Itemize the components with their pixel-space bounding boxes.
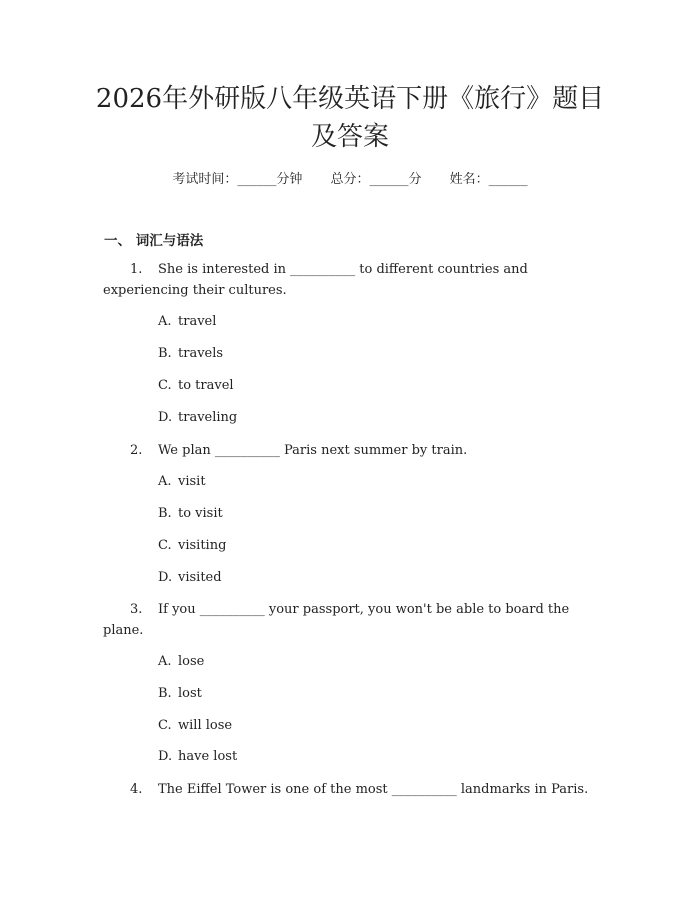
question-1-option-d (158, 409, 237, 427)
exam-meta (0, 168, 700, 187)
option-letter: C. (158, 538, 172, 553)
question-1 (103, 259, 600, 301)
option-letter: D. (158, 749, 173, 764)
question-3-option-a (158, 653, 204, 671)
question-2-option-c (158, 537, 226, 555)
option-letter: B. (158, 346, 172, 361)
option-text: to travel (178, 378, 234, 393)
option-letter: D. (158, 570, 173, 585)
exam-score: 总分：______分 (330, 172, 422, 187)
option-text: lose (178, 654, 205, 669)
title-line-1: 2026年外研版八年级英语下册《旅行》题目 (95, 84, 605, 114)
option-letter: D. (158, 410, 173, 425)
option-text: to visit (178, 506, 223, 521)
question-text: If you __________ your passport, you won't be able to board the plane. (103, 602, 570, 638)
option-text: visited (178, 570, 222, 585)
option-letter: A. (158, 314, 172, 329)
question-number: 4. (130, 782, 143, 797)
option-text: traveling (178, 410, 238, 425)
question-3-option-d (158, 748, 237, 766)
question-text: We plan __________ Paris next summer by train. (158, 443, 468, 458)
question-4 (103, 779, 600, 800)
exam-time: 考试时间：______分钟 (172, 172, 303, 187)
section-title: 一、 词汇与语法 (104, 233, 204, 249)
option-text: have lost (178, 749, 238, 764)
question-number: 1. (130, 262, 143, 277)
option-text: will lose (178, 718, 233, 733)
question-1-option-c (158, 377, 234, 395)
option-letter: C. (158, 378, 172, 393)
question-text: The Eiffel Tower is one of the most __________ landmarks in Paris. (158, 782, 589, 797)
option-text: visit (178, 474, 206, 489)
question-text: She is interested in __________ to different countries and experiencing their cultures. (103, 262, 528, 298)
option-text: travels (178, 346, 224, 361)
option-letter: A. (158, 654, 172, 669)
question-2-option-a (158, 473, 206, 491)
question-3-option-b (158, 685, 202, 703)
question-2 (103, 440, 600, 461)
option-letter: B. (158, 506, 172, 521)
question-3 (103, 599, 600, 641)
option-letter: A. (158, 474, 172, 489)
exam-name: 姓名：______ (449, 172, 528, 187)
title-line-2: 及答案 (310, 122, 389, 152)
question-1-option-a (158, 313, 216, 331)
question-1-option-b (158, 345, 223, 363)
option-text: lost (178, 686, 202, 701)
question-number: 3. (130, 602, 143, 617)
option-letter: B. (158, 686, 172, 701)
option-letter: C. (158, 718, 172, 733)
option-text: travel (178, 314, 217, 329)
question-number: 2. (130, 443, 143, 458)
question-2-option-b (158, 505, 223, 523)
document-title (0, 80, 700, 156)
option-text: visiting (178, 538, 227, 553)
question-3-option-c (158, 717, 232, 735)
question-2-option-d (158, 569, 222, 587)
